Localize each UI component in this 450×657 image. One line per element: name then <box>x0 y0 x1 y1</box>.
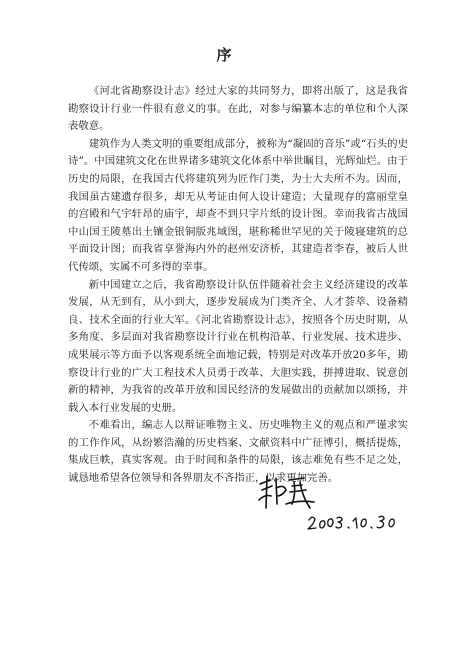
page-title: 序 <box>216 46 234 64</box>
paragraph: 新中国建立之后，我省勘察设计队伍伴随着社会主义经济建设的改革发展，从无到有，从小到大，逐步发展成为门类齐全、人才荟萃、设备精良、技术全面的行业大军。《河北省勘察设计志》，按照各个历史时期，从多角度、多层面对我省勘察设计行业在机构沿革、行业发展、技术进步、成果展示等方面予以客观系统全面地记载，特别是对改革开放20多年，勘察设计行业的广大工程技术人员勇于改革、大胆实践，拼搏进取、锐意创新的精神，为我省的改革开放和国民经济的发展做出的贡献加以颂扬，并载入本行业发展的史册。 <box>68 278 408 414</box>
handwritten-date <box>306 511 406 533</box>
paragraph: 不难看出，编志人以辩证唯物主义、历史唯物主义的观点和严谨求实的工作作风，从纷繁浩瀚的历史档案、文献资料中广征博引，概括提炼，集成巨帙，真实客观。由于时间和条件的局限，该志难免有些不足之处，诚恳地希望各位领导和各界朋友不吝指正，以求更加完善。 <box>68 419 408 485</box>
handwritten-signature <box>256 474 318 514</box>
preface-body <box>68 83 408 488</box>
paragraph: 《河北省勘察设计志》经过大家的共同努力，即将出版了，这是我省勘察设计行业一件很有意义的事。在此，对参与编纂本志的单位和个人深表敬意。 <box>68 85 408 133</box>
paragraph: 建筑作为人类文明的重要组成部分，被称为“凝固的音乐”或“石头的史诗”。中国建筑文化在世界诸多建筑文化体系中举世瞩目，光辉灿烂。由于历史的局限，在我国古代将建筑列为匠作门类，为士大夫所不为。因而，我国虽古建遗存很多，却无从考证由何人设计建造；大量现存的富丽堂皇的宫殿和气宇轩昂的庙宇，却查不到只字片纸的设计图。幸而我省古战国中山国王陵墓出土镶金银铜版兆域图，堪称稀世罕见的关于陵寝建筑的总平面设计图；而我省享誉海内外的赵州安济桥，其建造者李春，被后人世代传颂，实属不可多得的幸事。 <box>68 137 408 273</box>
